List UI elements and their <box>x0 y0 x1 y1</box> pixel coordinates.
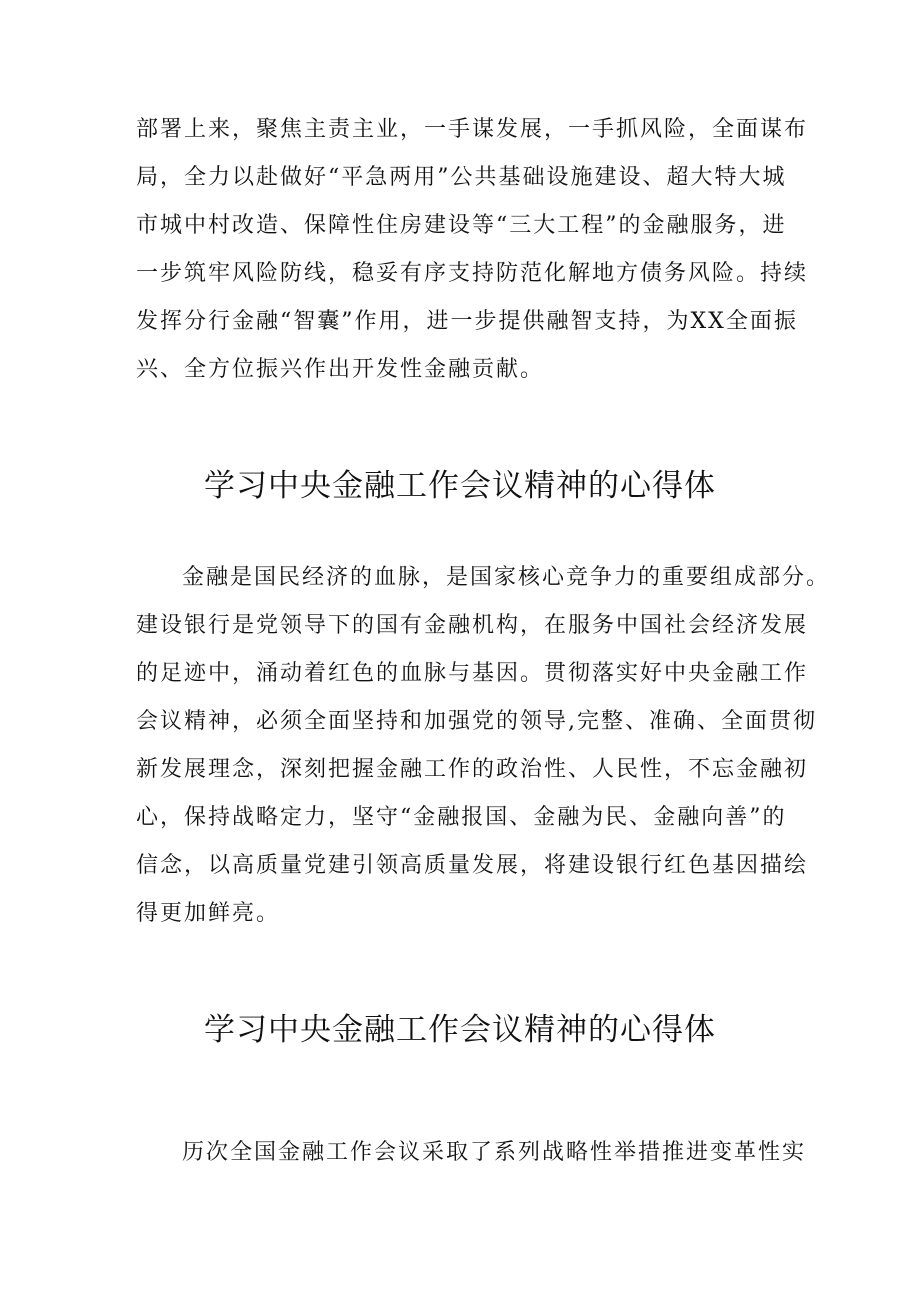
text-line: 会议精神，必须全面坚持和加强党的领导,完整、准确、全面贯彻 <box>136 709 817 734</box>
text-line: 兴、全方位振兴作出开发性金融贡献。 <box>136 357 545 382</box>
text-line: 市城中村改造、保障性住房建设等“三大工程”的金融服务，进 <box>136 213 787 238</box>
text-line: 心，保持战略定力，坚守“金融报国、金融为民、金融向善”的 <box>136 805 787 830</box>
text-line: 发挥分行金融“智囊”作用，进一步提供融智支持，为XX全面振 <box>136 309 798 334</box>
text-line: 得更加鲜亮。 <box>136 901 281 926</box>
text-line: 金融是国民经济的血脉，是国家核心竞争力的重要组成部分。 <box>182 565 831 590</box>
section-heading: 学习中央金融工作会议精神的心得体 <box>204 1012 716 1048</box>
text-line: 信念，以高质量党建引领高质量发展，将建设银行红色基因描绘 <box>136 853 809 878</box>
text-line: 历次全国金融工作会议采取了系列战略性举措推进变革性实 <box>182 1140 807 1165</box>
text-line: 局，全力以赴做好“平急两用”公共基础设施建设、超大特大城 <box>136 165 787 190</box>
text-line: 的足迹中，涌动着红色的血脉与基因。贯彻落实好中央金融工作 <box>136 661 809 686</box>
text-line: 部署上来，聚焦主责主业，一手谋发展，一手抓风险，全面谋布 <box>136 117 809 142</box>
section-heading: 学习中央金融工作会议精神的心得体 <box>204 468 716 504</box>
text-line: 一步筑牢风险防线，稳妥有序支持防范化解地方债务风险。持续 <box>136 261 809 286</box>
text-line: 新发展理念，深刻把握金融工作的政治性、人民性，不忘金融初 <box>136 757 809 782</box>
text-line: 建设银行是党领导下的国有金融机构，在服务中国社会经济发展 <box>136 613 809 638</box>
